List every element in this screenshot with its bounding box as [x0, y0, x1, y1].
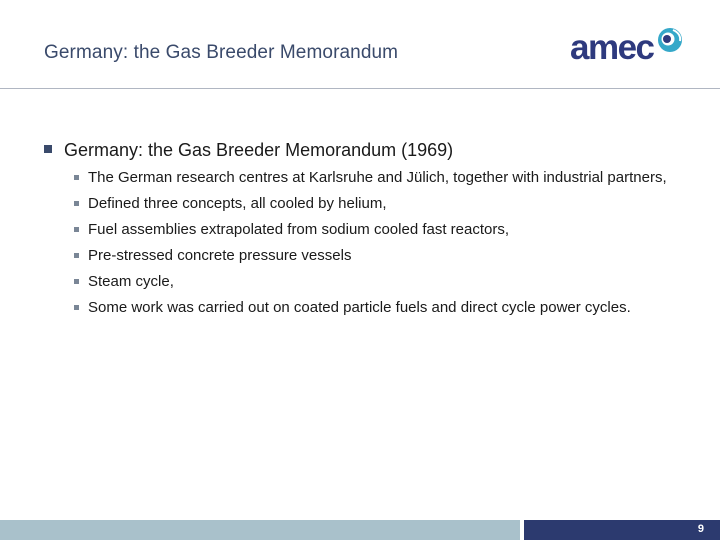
sub-bullet: [72, 167, 694, 188]
square-bullet-icon: [74, 175, 79, 180]
page-number: 9: [697, 523, 704, 535]
footer-bar: [0, 520, 720, 540]
amec-logo-mark-icon: [656, 26, 684, 54]
footer-band-left: [0, 520, 520, 540]
slide-header: [0, 0, 720, 88]
square-bullet-icon: [74, 279, 79, 284]
square-bullet-icon: [74, 227, 79, 232]
sub-bullet-text: Steam cycle,: [88, 273, 174, 290]
sub-bullet: [72, 297, 694, 318]
sub-bullet-text: Defined three concepts, all cooled by helium,: [88, 195, 387, 212]
square-bullet-icon: [74, 305, 79, 310]
sub-bullet-text: Some work was carried out on coated particle fuels and direct cycle power cycles.: [88, 299, 631, 316]
sub-bullet-text: Pre-stressed concrete pressure vessels: [88, 247, 352, 264]
sub-bullet: [72, 193, 694, 214]
logo-text: amec: [570, 28, 654, 67]
sub-bullet: [72, 219, 694, 240]
square-bullet-icon: [74, 253, 79, 258]
sub-bullet: [72, 271, 694, 292]
slide-content: [44, 138, 694, 323]
main-bullet: [44, 138, 694, 162]
sub-bullet: [72, 245, 694, 266]
sub-bullet-text: The German research centres at Karlsruhe and Jülich, together with industrial partners,: [88, 169, 667, 186]
amec-logo: [568, 26, 688, 70]
square-bullet-icon: [74, 201, 79, 206]
main-bullet-text: Germany: the Gas Breeder Memorandum (1969): [64, 140, 454, 160]
slide-title: Germany: the Gas Breeder Memorandum: [44, 42, 399, 63]
sub-bullet-text: Fuel assemblies extrapolated from sodium cooled fast reactors,: [88, 221, 510, 238]
square-bullet-icon: [44, 145, 52, 153]
sub-bullet-list: [44, 167, 694, 318]
header-divider: [0, 88, 720, 89]
footer-band-right: [524, 520, 720, 540]
